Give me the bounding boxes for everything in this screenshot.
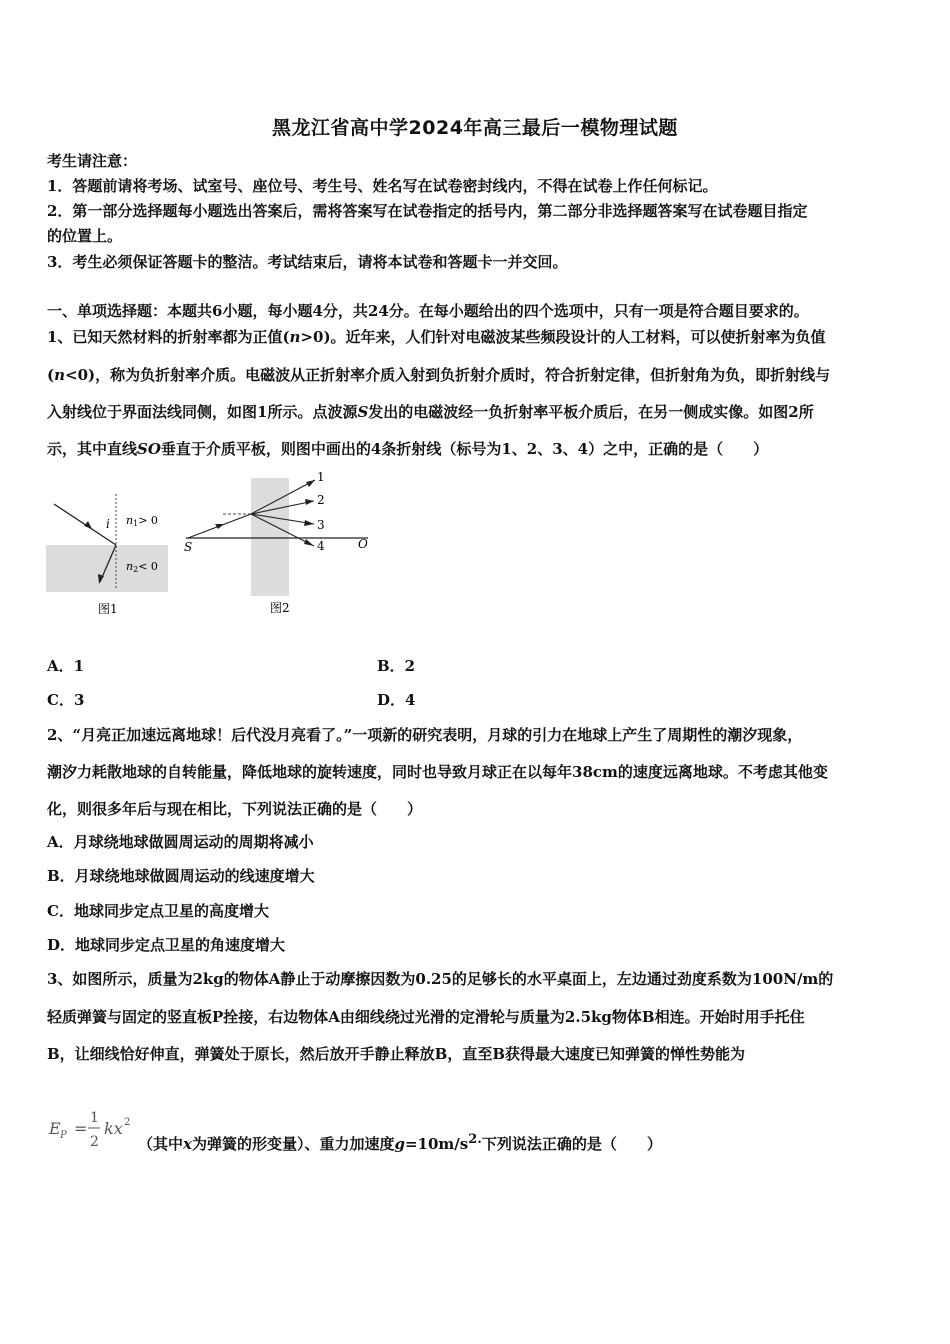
q2-option-d[interactable]: D．地球同步定点卫星的角速度增大 xyxy=(47,936,286,954)
n1-label xyxy=(126,514,158,528)
point-o-label: O xyxy=(358,537,368,551)
q1-line-2 xyxy=(47,365,907,385)
q1-line-4 xyxy=(47,439,907,459)
q3-text: =10m/s xyxy=(404,1135,469,1153)
q1-option-a[interactable]: A．1 xyxy=(47,657,85,675)
fig1-caption: 图1 xyxy=(98,602,118,616)
q1-option-c[interactable]: C．3 xyxy=(47,691,85,709)
q3-var-g: g xyxy=(394,1135,405,1153)
notice-item-3: 3．考生必须保证答题卡的整洁。考试结束后，请将本试卷和答题卡一并交回。 xyxy=(47,253,568,271)
q1-text: 示，其中直线 xyxy=(47,440,138,458)
q1-var-n: n xyxy=(54,366,66,384)
q1-text: 1、已知天然材料的折射率都为正值( xyxy=(47,328,290,346)
q3-superscript: 2. xyxy=(468,1132,482,1147)
n1-relation: > 0 xyxy=(138,514,158,527)
n1-subscript: 1 xyxy=(133,519,139,528)
q1-text: <0)，称为负折射率介质。电磁波从正折射率介质入射到负折射介质时，符合折射定律，但折射角为负，即折射线与 xyxy=(65,366,831,384)
incident-arrow-icon xyxy=(84,521,92,529)
formula-kx: kx xyxy=(104,1119,123,1138)
q2-line-1: 2、“月亮正加速远离地球！后代没月亮看了。”一项新的研究表明，月球的引力在地球上产生了周期性的潮汐现象， xyxy=(47,726,803,744)
ray-3-arrow-icon xyxy=(304,520,314,526)
n2-symbol: n xyxy=(126,560,134,573)
formula-exponent: 2 xyxy=(124,1117,131,1128)
formula-numerator: 1 xyxy=(90,1110,99,1126)
ray-1-arrow-icon xyxy=(306,480,315,487)
q1-option-d[interactable]: D．4 xyxy=(377,691,416,709)
q3-text: （其中 xyxy=(138,1135,184,1153)
formula-equals: = xyxy=(74,1119,88,1138)
n1-symbol: n xyxy=(126,514,134,527)
q1-text: >0)。近年来，人们针对电磁波某些频段设计的人工材料，可以使折射率为负值 xyxy=(300,328,826,346)
notice-heading: 考生请注意： xyxy=(47,152,138,170)
q1-var-n: n xyxy=(289,328,301,346)
source-label: S xyxy=(184,540,193,554)
q1-var-s: S xyxy=(357,403,369,421)
q2-option-b[interactable]: B．月球绕地球做圆周运动的线速度增大 xyxy=(47,867,315,885)
formula-denominator: 2 xyxy=(90,1134,99,1150)
n2-label xyxy=(126,560,158,574)
q1-text: 入射线位于界面法线同侧，如图1所示。点波源 xyxy=(47,403,358,421)
elastic-energy-formula xyxy=(46,1104,136,1154)
q3-text: 下列说法正确的是（ ） xyxy=(481,1135,662,1153)
notice-item-2-cont: 的位置上。 xyxy=(47,227,123,245)
figure-2 xyxy=(178,468,378,620)
q1-line-3 xyxy=(47,402,907,422)
q3-line-1: 3、如图所示，质量为2kg的物体A静止于动摩擦因数为0.25的足够长的水平桌面上，左边通过劲度系数为100N/m的 xyxy=(47,970,834,988)
q1-text: ( xyxy=(47,366,55,384)
fig2-caption: 图2 xyxy=(270,601,290,615)
formula-e: E xyxy=(49,1119,61,1138)
formula-sub-p: P xyxy=(60,1130,67,1141)
q3-line-3: B，让细线恰好伸直，弹簧处于原长，然后放开手静止释放B，直至B获得最大速度已知弹簧的惮性势能为 xyxy=(47,1045,746,1063)
q1-text: 发出的电磁波经一负折射率平板介质后，在另一侧成实像。如图2所 xyxy=(368,403,814,421)
ray-3-label: 3 xyxy=(317,518,325,532)
q1-text: 垂直于介质平板，则图中画出的4条折射线（标号为1、2、3、4）之中，正确的是（ ） xyxy=(160,440,769,458)
notice-item-1: 1．答题前请将考场、试室号、座位号、考生号、姓名写在试卷密封线内，不得在试卷上作任何标记。 xyxy=(47,177,718,195)
q3-line-2: 轻质弹簧与固定的竖直板P拴接，右边物体A由细线绕过光滑的定滑轮与质量为2.5kg物体B相连。开始时用手托住 xyxy=(47,1008,805,1026)
section-heading: 一、单项选择题：本题共6小题，每小题4分，共24分。在每小题给出的四个选项中，只有一项是符合题目要求的。 xyxy=(47,302,809,320)
q2-line-3: 化，则很多年后与现在相比，下列说法正确的是（ ） xyxy=(47,800,423,818)
ray-4-label: 4 xyxy=(317,539,325,553)
q3-text: 为弹簧的形变量）、重力加速度 xyxy=(191,1135,395,1153)
ray-2-arrow-icon xyxy=(305,499,314,505)
n2-subscript: 2 xyxy=(133,565,139,574)
angle-label: i xyxy=(106,517,110,531)
q2-line-2: 潮汐力耗散地球的自转能量，降低地球的旋转速度，同时也导致月球正在以每年38cm的速度远离地球。不考虑其他变 xyxy=(47,763,828,781)
q1-option-b[interactable]: B．2 xyxy=(377,657,416,675)
q2-option-a[interactable]: A．月球绕地球做圆周运动的周期将减小 xyxy=(47,833,314,851)
negative-index-slab xyxy=(251,478,289,596)
q2-option-c[interactable]: C．地球同步定点卫星的高度增大 xyxy=(47,902,269,920)
q1-var-so: SO xyxy=(137,440,161,458)
q3-var-x: x xyxy=(183,1135,192,1153)
n2-relation: < 0 xyxy=(138,560,158,573)
figure-1 xyxy=(40,490,180,620)
ray-2-label: 2 xyxy=(317,493,325,507)
ray-1-label: 1 xyxy=(317,470,325,484)
q3-line-4 xyxy=(138,1130,662,1154)
ray-4-arrow-icon xyxy=(304,539,314,546)
incident-arrow-icon xyxy=(215,524,224,529)
page-title: 黑龙江省高中学2024年高三最后一模物理试题 xyxy=(272,117,678,139)
notice-item-2: 2．第一部分选择题每小题选出答案后，需将答案写在试卷指定的括号内，第二部分非选择题答案写在试卷题目指定 xyxy=(47,202,808,220)
q1-line-1 xyxy=(47,327,907,347)
